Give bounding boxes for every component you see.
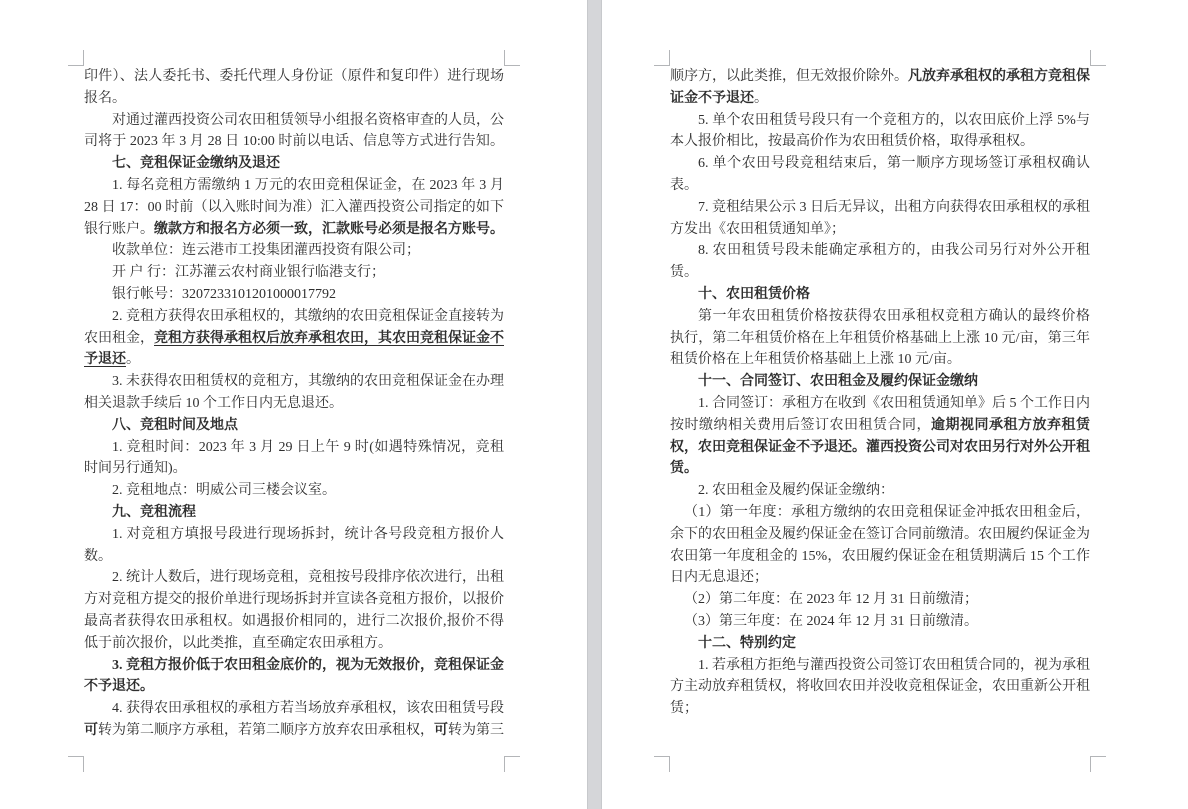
text-line xyxy=(84,153,504,175)
crop-mark-top-right xyxy=(504,50,520,66)
text-line xyxy=(84,66,504,88)
text-line xyxy=(84,131,504,153)
body-text: 7. 竞租结果公示 3 日后无异议，出租方向获得农田承租权的承租 xyxy=(698,199,1090,215)
body-text: 按时缴纳相关费用后签订农田租赁合同， xyxy=(670,417,931,433)
crop-mark-top-left xyxy=(68,50,84,66)
body-text: 5. 单个农田租赁号段只有一个竞租方的，以农田底价上浮 5%与 xyxy=(698,112,1090,128)
text-line xyxy=(84,567,504,589)
body-text: 相关退款手续后 10 个工作日内无息退还。 xyxy=(84,395,343,411)
text-line xyxy=(84,197,504,219)
text-line xyxy=(84,676,504,698)
body-text: 2. 统计人数后，进行现场竞租，竞租按号段排序依次进行，出租 xyxy=(112,570,504,586)
text-line xyxy=(670,458,1090,480)
text-line xyxy=(670,437,1090,459)
page-right xyxy=(602,0,1188,809)
bold-text: 十二、特别约定 xyxy=(698,635,796,651)
text-line xyxy=(84,110,504,132)
body-text: 农田租金， xyxy=(84,330,154,346)
text-line xyxy=(670,698,1090,720)
text-line xyxy=(84,502,504,524)
text-line xyxy=(670,676,1090,698)
body-text: （3）第三年度：在 2024 年 12 月 31 日前缴清。 xyxy=(684,613,978,629)
body-text: 。 xyxy=(126,352,140,368)
body-text: （1）第一年度：承租方缴纳的农田竞租保证金冲抵农田租金后， xyxy=(684,504,1090,520)
bold-text: 逾期视同承租方放弃租赁 xyxy=(931,417,1090,433)
text-line xyxy=(84,458,504,480)
body-text: 表。 xyxy=(670,177,698,193)
body-text: 印件）、法人委托书、委托代理人身份证（原件和复印件）进行现场 xyxy=(84,69,504,84)
bold-text: 赁。 xyxy=(670,461,698,477)
text-line xyxy=(670,480,1090,502)
text-line xyxy=(670,88,1090,110)
text-line xyxy=(84,655,504,677)
crop-mark-bottom-right xyxy=(504,756,520,772)
text-line xyxy=(670,502,1090,524)
body-text: 执行，第二年租赁价格在上年租赁价格基础上上涨 10 元/亩，第三年 xyxy=(670,330,1090,346)
text-line xyxy=(670,131,1090,153)
body-text: 1. 竞租时间：2023 年 3 月 29 日上午 9 时(如遇特殊情况，竞租 xyxy=(112,439,504,455)
body-text: 开 户 行：江苏灌云农村商业银行临港支行； xyxy=(112,265,385,281)
body-text: 2. 竞租方获得农田承租权的，其缴纳的农田竞租保证金直接转为 xyxy=(112,308,504,324)
bold-text: 九、竞租流程 xyxy=(112,504,196,520)
bold-text: 七、竞租保证金缴纳及退还 xyxy=(112,156,280,172)
body-text: 报名。 xyxy=(84,90,126,106)
text-line xyxy=(670,655,1090,677)
text-line xyxy=(670,524,1090,546)
body-text: 4. 获得农田承租权的承租方若当场放弃承租权，该农田租赁号段 xyxy=(112,701,504,717)
text-line xyxy=(84,415,504,437)
text-line xyxy=(84,698,504,720)
text-line xyxy=(84,546,504,568)
body-text: 2. 竞租地点：明威公司三楼会议室。 xyxy=(112,483,336,499)
text-line xyxy=(670,240,1090,262)
body-text: 6. 单个农田号段竞租结束后，第一顺序方现场签订承租权确认 xyxy=(698,156,1090,172)
body-text: 3. 未获得农田租赁权的竞租方，其缴纳的农田竞租保证金在办理 xyxy=(112,374,504,390)
crop-mark-top-right xyxy=(1090,50,1106,66)
text-line xyxy=(84,262,504,284)
body-text: 银行账户。 xyxy=(84,221,154,237)
text-line xyxy=(670,371,1090,393)
body-text: 第一年农田租赁价格按获得农田承租权竞租方确认的最终价格 xyxy=(698,308,1090,324)
bold-text: 缴款方和报名方必须一致，汇款账号必须是报名方账号。 xyxy=(154,221,504,237)
page-left-text xyxy=(84,66,504,742)
page-right-text xyxy=(670,66,1090,720)
bold-text: 予退还 xyxy=(84,352,126,368)
body-text: 农田第一年度租金的 15%，农田履约保证金在租赁期满后 15 个工作 xyxy=(670,548,1090,564)
body-text: 。 xyxy=(754,90,768,106)
body-text: 对通过灌西投资公司农田租赁领导小组报名资格审查的人员，公 xyxy=(112,112,504,128)
text-line xyxy=(670,262,1090,284)
bold-text: 权，农田竞租保证金不予退还。灌西投资公司对农田另行对外公开租 xyxy=(670,439,1090,455)
body-text: 方主动放弃租赁权，将收回农田并没收竞租保证金，农田重新公开租 xyxy=(670,679,1090,695)
body-text: 1. 对竞租方填报号段进行现场拆封，统计各号段竞租方报价人 xyxy=(112,526,504,542)
bold-text: 竞租方获得承租权后放弃承租农田，其农田竞租保证金不 xyxy=(154,330,504,346)
crop-mark-bottom-right xyxy=(1090,756,1106,772)
text-line xyxy=(670,328,1090,350)
text-line xyxy=(84,240,504,262)
text-line xyxy=(670,546,1090,568)
body-text: 8. 农田租赁号段未能确定承租方的，由我公司另行对外公开租 xyxy=(698,243,1090,259)
text-line xyxy=(84,349,504,371)
text-line xyxy=(84,393,504,415)
text-line xyxy=(670,589,1090,611)
text-line xyxy=(84,284,504,306)
text-line xyxy=(84,720,504,742)
body-text: 余下的农田租金及履约保证金在签订合同前缴清。农田履约保证金为 xyxy=(670,526,1090,542)
page-gap xyxy=(587,0,602,809)
bold-text: 十一、合同签订、农田租金及履约保证金缴纳 xyxy=(698,374,978,390)
text-line xyxy=(84,589,504,611)
body-text: 赁。 xyxy=(670,265,698,281)
body-text: 2. 农田租金及履约保证金缴纳： xyxy=(698,483,894,499)
body-text: 最高者获得农田承租权。如遇报价相同的，进行二次报价,报价不得 xyxy=(84,613,504,629)
text-line xyxy=(670,349,1090,371)
body-text: 顺序方，以此类推，但无效报价除外。 xyxy=(670,69,908,84)
body-text: 赁； xyxy=(670,701,698,717)
text-line xyxy=(84,633,504,655)
text-line xyxy=(670,219,1090,241)
bold-text: 证金不予退还 xyxy=(670,90,754,106)
body-text: 本人报价相比，按最高价作为农田租赁价格，取得承租权。 xyxy=(670,134,1034,150)
body-text: 方发出《农田租赁通知单》； xyxy=(670,221,845,237)
body-text: 1. 若承租方拒绝与灌西投资公司签订农田租赁合同的，视为承租 xyxy=(698,657,1090,673)
body-text: 转为第二顺序方承租，若第二顺序方放弃农田承租权， xyxy=(98,722,434,738)
text-line xyxy=(670,611,1090,633)
text-line xyxy=(670,567,1090,589)
text-line xyxy=(84,437,504,459)
text-line xyxy=(670,306,1090,328)
body-text: 转为第三 xyxy=(448,722,504,738)
bold-text: 凡放弃承租权的承租方竞租保 xyxy=(908,69,1090,84)
bold-text: 不予退还。 xyxy=(84,679,154,695)
text-line xyxy=(84,306,504,328)
body-text: （2）第二年度：在 2023 年 12 月 31 日前缴清； xyxy=(684,592,978,608)
body-text: 日内无息退还； xyxy=(670,570,768,586)
body-text: 租赁价格在上年租赁价格基础上上涨 10 元/亩。 xyxy=(670,352,961,368)
body-text: 司将于 2023 年 3 月 28 日 10:00 时前以电话、信息等方式进行告知。 xyxy=(84,134,504,150)
crop-mark-bottom-left xyxy=(68,756,84,772)
text-line xyxy=(84,611,504,633)
text-line xyxy=(84,175,504,197)
bold-text: 十、农田租赁价格 xyxy=(698,286,810,302)
bold-text: 可 xyxy=(434,722,448,738)
body-text: 时间另行通知)。 xyxy=(84,461,187,477)
text-line xyxy=(84,328,504,350)
text-line xyxy=(670,415,1090,437)
text-line xyxy=(670,175,1090,197)
text-line xyxy=(670,284,1090,306)
text-line xyxy=(670,393,1090,415)
bold-text: 八、竞租时间及地点 xyxy=(112,417,238,433)
body-text: 银行帐号：3207233101201000017792 xyxy=(112,286,336,302)
text-line xyxy=(670,66,1090,88)
text-line xyxy=(670,110,1090,132)
body-text: 28 日 17：00 时前（以入账时间为准）汇入灌西投资公司指定的如下 xyxy=(84,199,504,215)
text-line xyxy=(84,524,504,546)
bold-text: 3. 竞租方报价低于农田租金底价的，视为无效报价，竞租保证金 xyxy=(112,657,504,673)
page-left xyxy=(0,0,587,809)
text-line xyxy=(84,88,504,110)
body-text: 数。 xyxy=(84,548,112,564)
bold-text: 可 xyxy=(84,722,98,738)
text-line xyxy=(84,371,504,393)
body-text: 1. 每名竞租方需缴纳 1 万元的农田竞租保证金，在 2023 年 3 月 xyxy=(112,177,504,193)
text-line xyxy=(670,633,1090,655)
text-line xyxy=(84,480,504,502)
body-text: 收款单位：连云港市工投集团灌西投资有限公司； xyxy=(112,243,420,259)
crop-mark-top-left xyxy=(654,50,670,66)
body-text: 低于前次报价，以此类推，直至确定农田承租方。 xyxy=(84,635,392,651)
text-line xyxy=(84,219,504,241)
body-text: 1. 合同签订：承租方在收到《农田租赁通知单》后 5 个工作日内 xyxy=(698,395,1090,411)
text-line xyxy=(670,197,1090,219)
text-line xyxy=(670,153,1090,175)
body-text: 方对竞租方提交的报价单进行现场拆封并宣读各竞租方报价，以报价 xyxy=(84,592,504,608)
crop-mark-bottom-left xyxy=(654,756,670,772)
